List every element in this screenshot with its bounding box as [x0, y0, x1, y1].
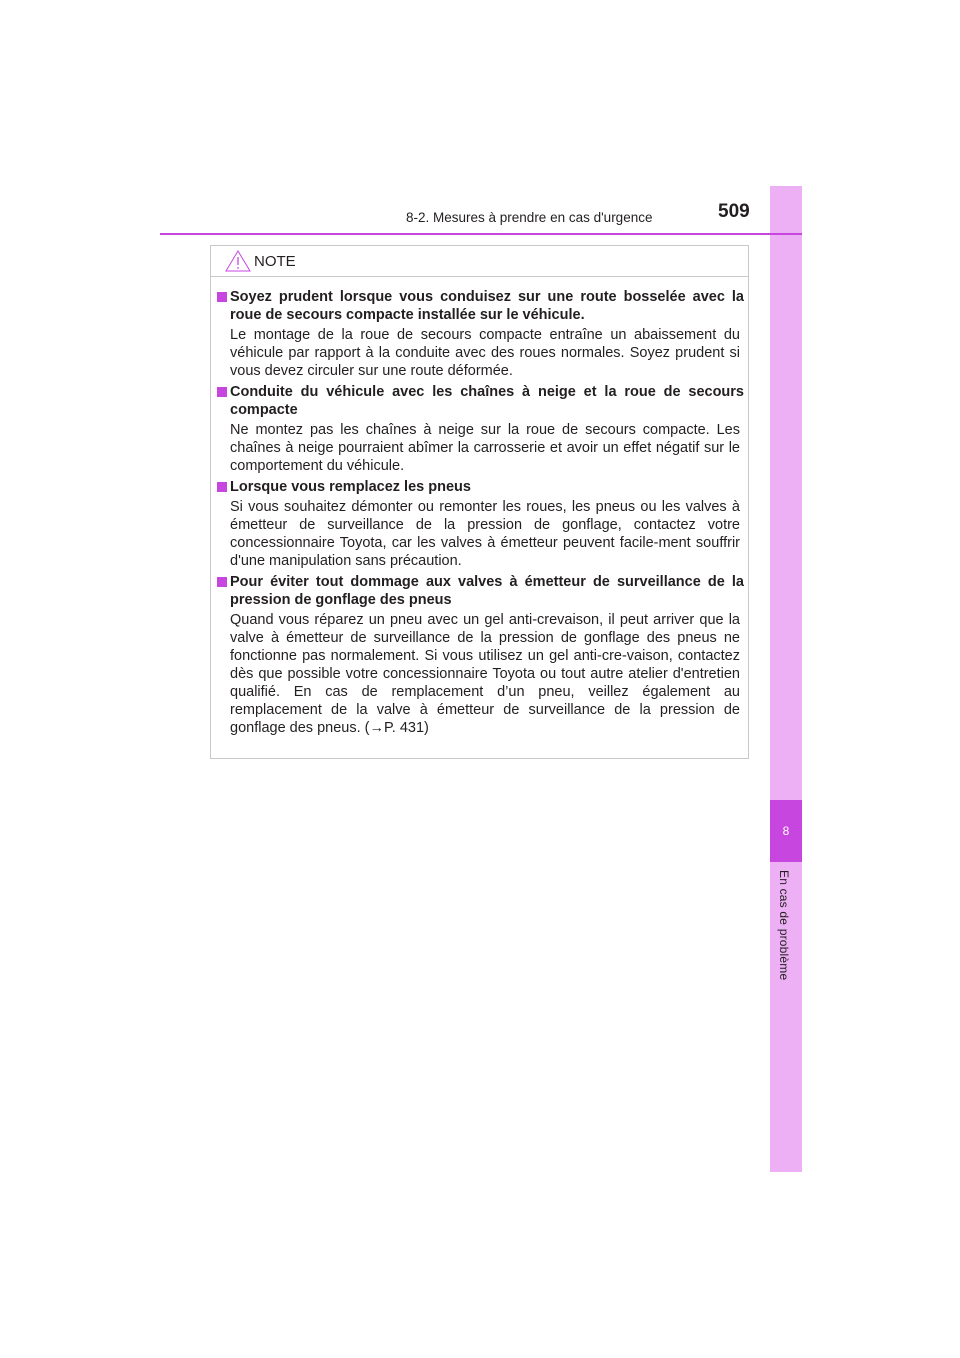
note-label: NOTE — [254, 253, 296, 270]
note-item — [211, 383, 750, 475]
note-item-title: Pour éviter tout dommage aux valves à émetteur de surveillance de la pression de gonflage des pneus — [230, 574, 744, 608]
note-header — [211, 246, 748, 277]
chapter-number: 8 — [782, 824, 790, 838]
note-item-text: Ne montez pas les chaînes à neige sur la roue de secours compacte. Les chaînes à neige pourraient abîmer la carrosserie et avoir un effet négatif sur le comportement du véhicule. — [230, 422, 740, 474]
note-box — [210, 245, 749, 759]
note-item-title: Lorsque vous remplacez les pneus — [230, 479, 471, 495]
note-body — [211, 288, 750, 740]
bullet-square-icon — [217, 482, 227, 492]
section-title: 8-2. Mesures à prendre en cas d'urgence — [406, 210, 653, 225]
chapter-side-tab — [770, 186, 802, 1172]
header-divider — [160, 233, 802, 235]
bullet-square-icon — [217, 577, 227, 587]
bullet-square-icon — [217, 292, 227, 302]
warning-triangle-icon — [225, 250, 251, 272]
note-item-text: Quand vous réparez un pneu avec un gel anti-crevaison, il peut arriver que la valve à émetteur de surveillance de la pression de gonflage des pneus ne fonctionne pas normalement. Si vous utilisez un gel anti-cre-vaison, contactez dès que possible votre concessionnaire Toyota ou tout autre atelier d'entretien qualifié. En cas de remplacement d’un pneu, veillez également au remplacement de la valve à émetteur de surveillance de la pression de gonflage des pneus. (→P. 431) — [230, 612, 740, 736]
page-number: 509 — [718, 201, 750, 222]
note-item-title: Soyez prudent lorsque vous conduisez sur une route bosselée avec la roue de secours compacte installée sur le véhicule. — [230, 289, 744, 323]
note-item — [211, 288, 750, 380]
chapter-number-badge[interactable] — [770, 800, 802, 862]
note-item — [211, 478, 750, 570]
note-item — [211, 573, 750, 737]
note-item-text: Si vous souhaitez démonter ou remonter les roues, les pneus ou les valves à émetteur de surveillance de la pression de gonflage, contactez votre concessionnaire Toyota, car les valves à émetteur peuvent facile-ment souffrir d'une manipulation sans précaution. — [230, 499, 740, 569]
chapter-title: En cas de problème — [777, 870, 791, 981]
note-item-text: Le montage de la roue de secours compacte entraîne un abaissement du véhicule par rapport à la conduite avec des roues normales. Soyez prudent si vous devez circuler sur une route déformée. — [230, 327, 740, 379]
note-item-title: Conduite du véhicule avec les chaînes à neige et la roue de secours compacte — [230, 384, 744, 418]
bullet-square-icon — [217, 387, 227, 397]
